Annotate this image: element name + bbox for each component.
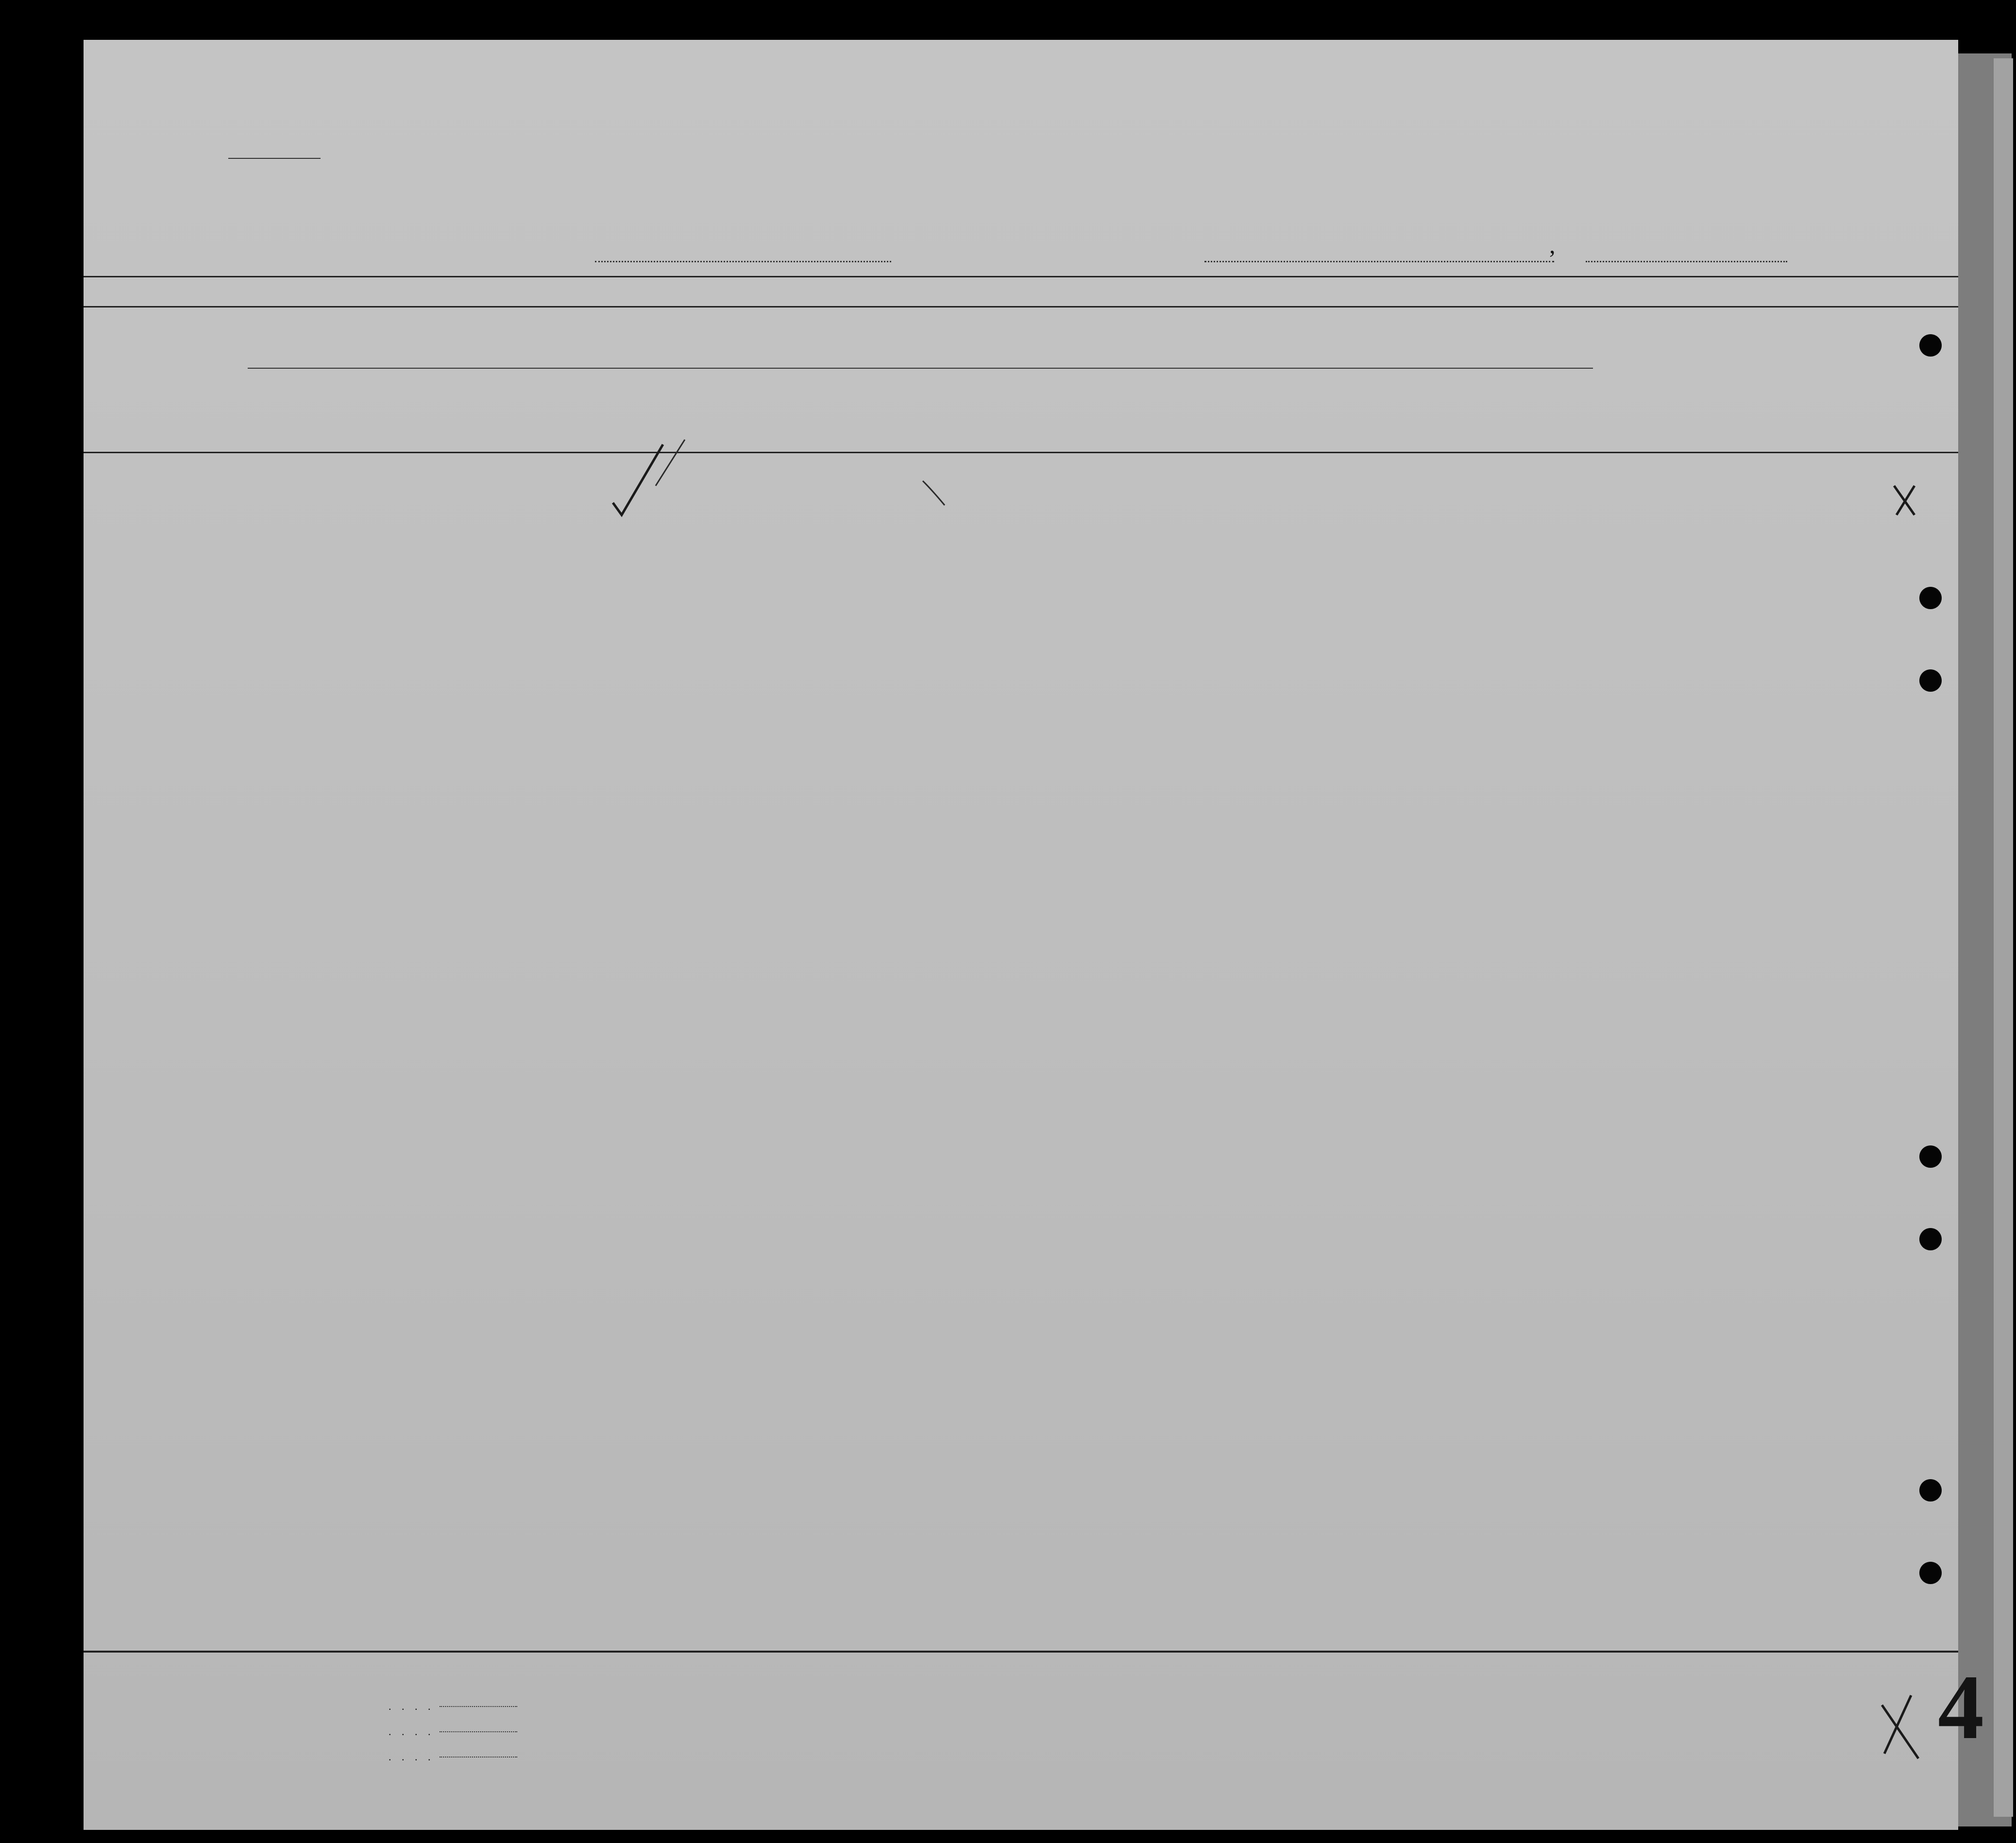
punch-hole-icon [1919,1479,1942,1502]
footer-rule [84,1651,1958,1653]
pen-stroke-2 [923,481,945,505]
punch-hole-icon [1919,1145,1942,1168]
aliens-line [440,1757,517,1758]
comma: , [1549,231,1556,258]
punch-hole-icon [1919,334,1942,357]
punch-hole-icon [1919,587,1942,609]
check-mark-icon [613,444,663,515]
dots-3: . . . . [389,1751,435,1763]
punch-hole-icon [1919,1562,1942,1584]
x-mark-icon [1894,486,1914,515]
punch-hole-icon [1919,1228,1942,1250]
margin-number-footer: 4 [1938,1656,1984,1758]
pen-stroke [656,440,685,486]
dots-1: . . . . [389,1700,435,1712]
x-mark-footer-icon [1882,1695,1918,1758]
dots-2: . . . . [389,1725,435,1738]
punch-hole-icon [1919,669,1942,692]
total-line [440,1706,517,1707]
citizens-line [440,1731,517,1732]
